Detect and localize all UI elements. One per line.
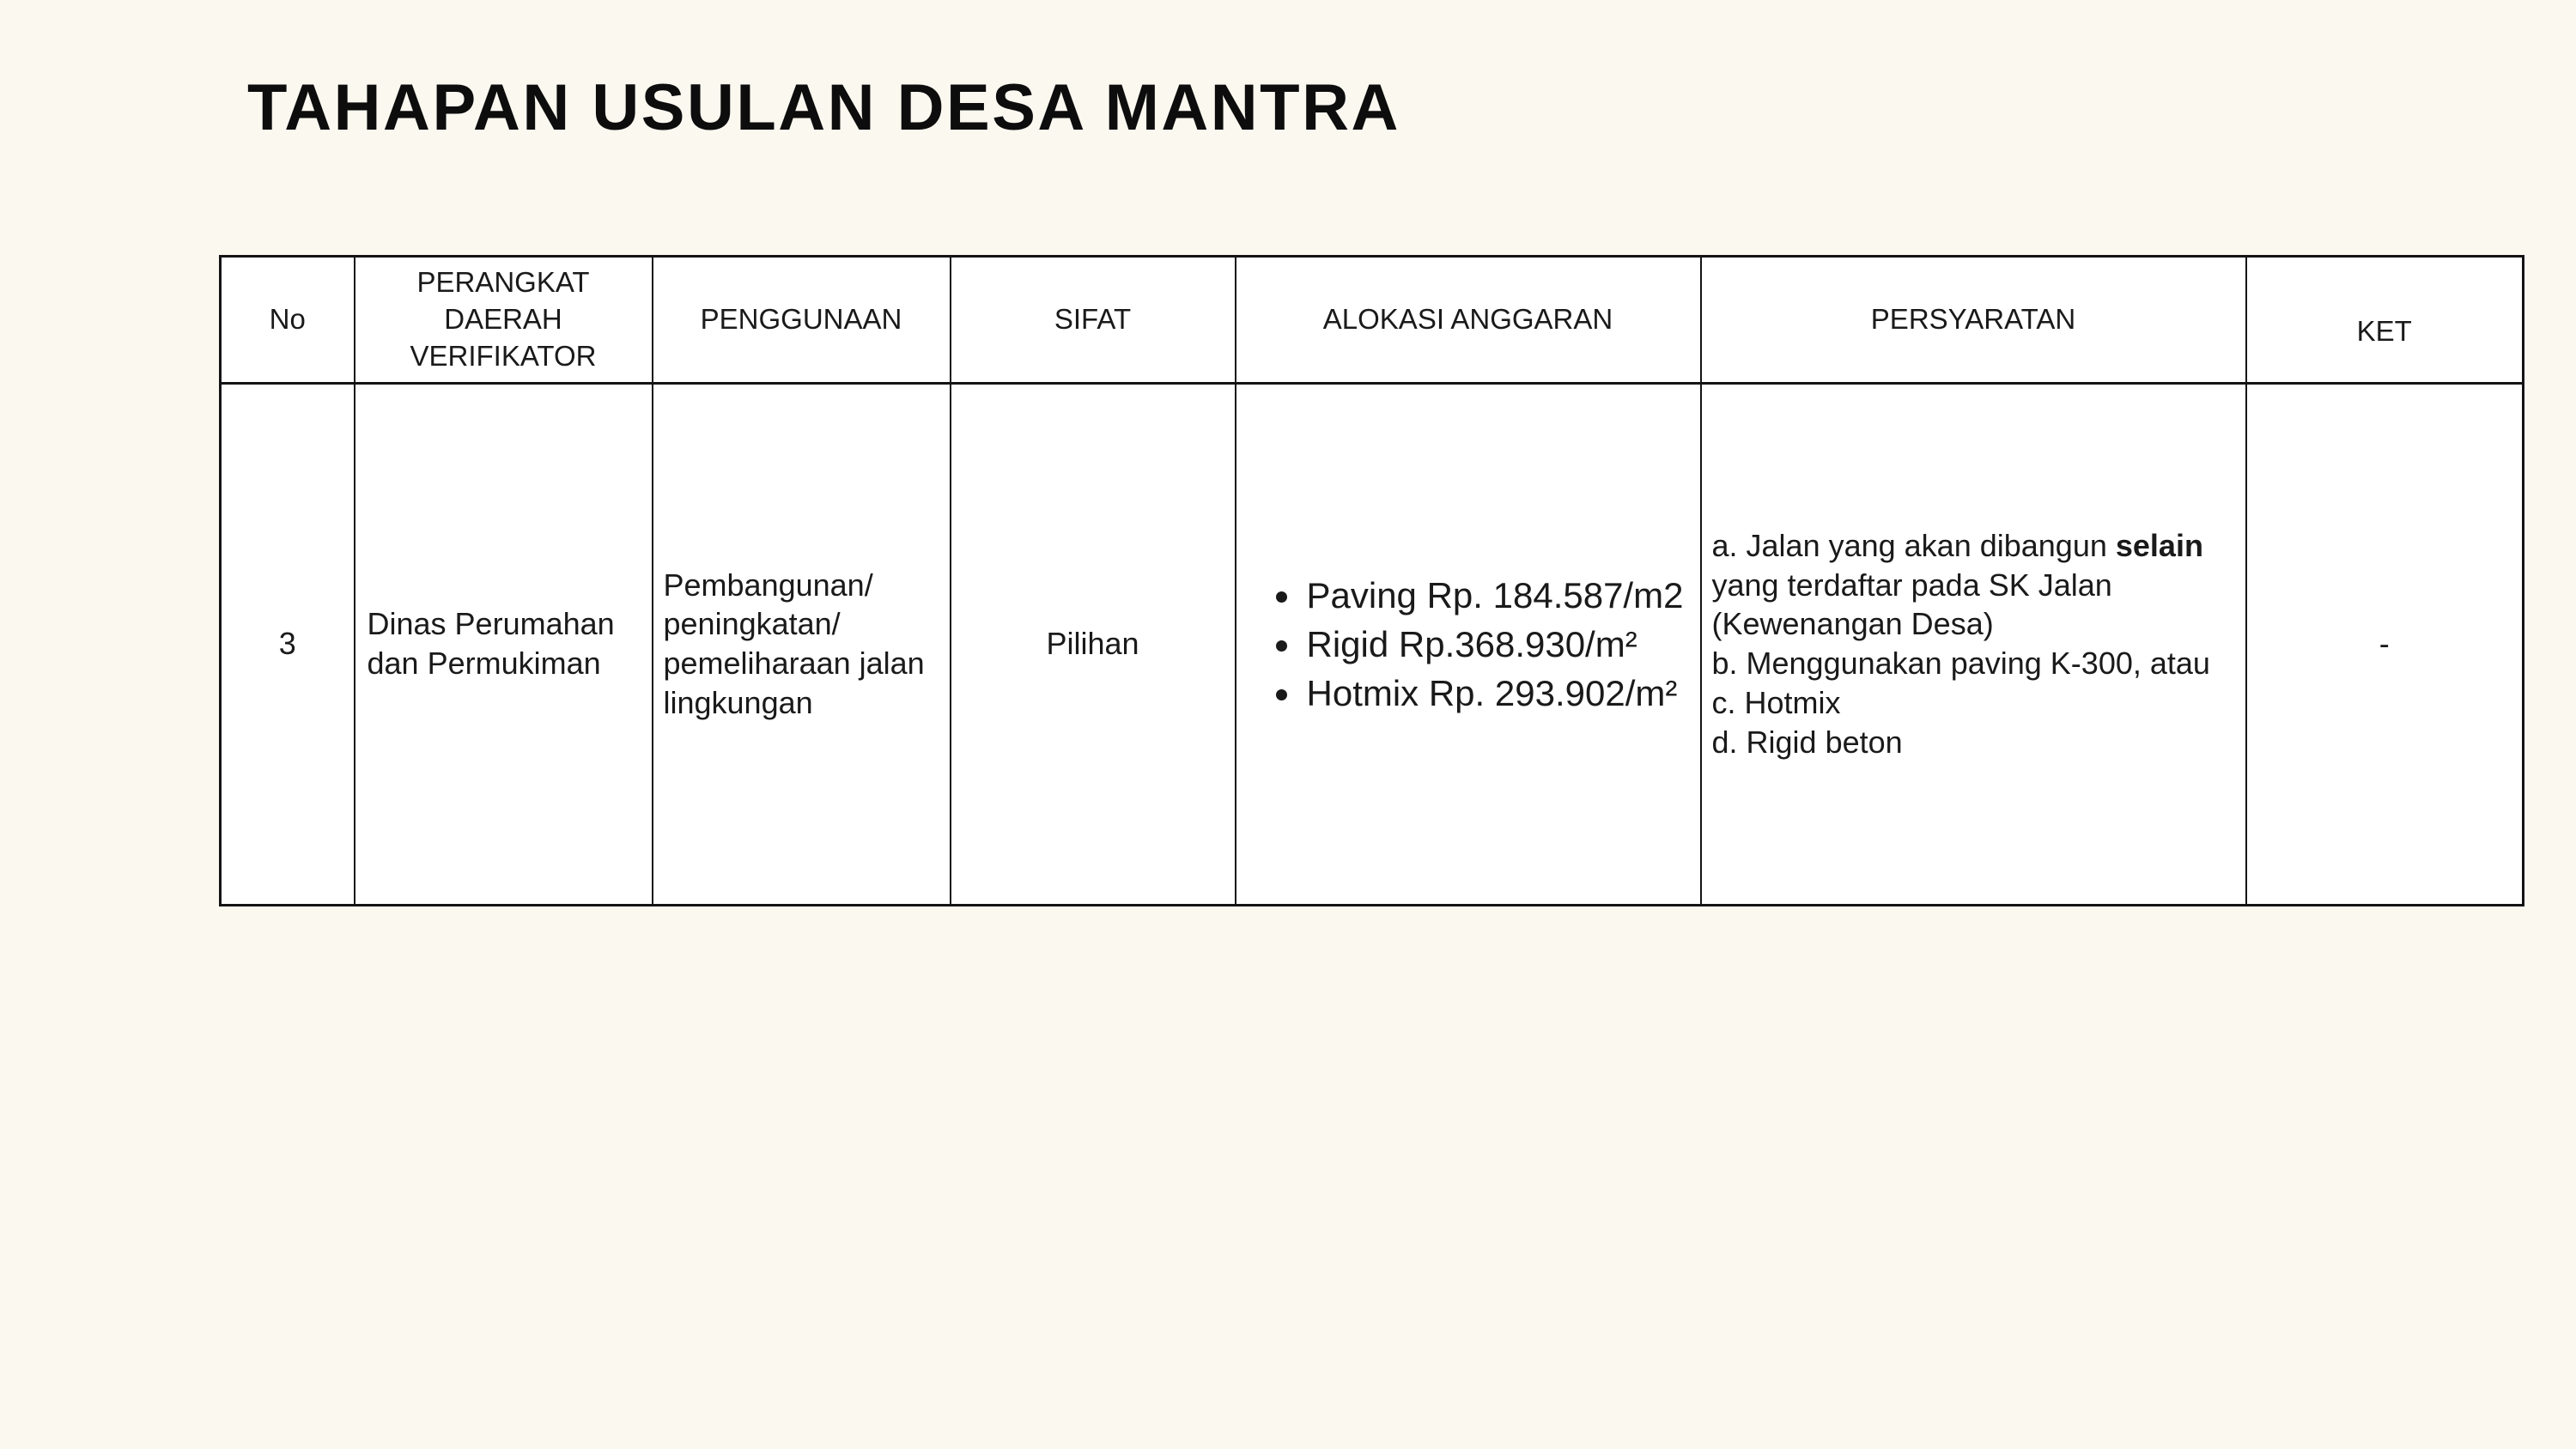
- cell-persyaratan: [1701, 383, 2246, 905]
- list-item: • Hotmix Rp. 293.902/m²: [1303, 669, 1692, 718]
- table-row: [221, 383, 2524, 905]
- column-header-persyaratan: PERSYARATAN: [1701, 257, 2246, 384]
- cell-no: 3: [221, 383, 355, 905]
- cell-perangkat-daerah-verifikator: Dinas Perumahan dan Permukiman: [355, 383, 653, 905]
- cell-ket: -: [2246, 383, 2524, 905]
- column-header-no: No: [221, 257, 355, 384]
- column-header-perangkat-daerah-verifikator: PERANGKAT DAERAH VERIFIKATOR: [355, 257, 653, 384]
- persyaratan-item-b: b. Menggunakan paving K-300, atau: [1711, 646, 2210, 682]
- persyaratan-item-a-bold: selain: [2115, 528, 2203, 564]
- page-title: TAHAPAN USULAN DESA MANTRA: [247, 71, 1400, 144]
- list-item: • Rigid Rp.368.930/m²: [1303, 620, 1692, 669]
- table-header-row: [221, 257, 2524, 384]
- persyaratan-item-d: d. Rigid beton: [1711, 724, 1903, 760]
- persyaratan-item-a-suffix: yang terdaftar pada SK Jalan (Kewenangan Desa): [1711, 567, 2112, 642]
- cell-penggunaan: Pembangunan/ peningkatan/ pemeliharaan jalan lingkungan: [653, 383, 951, 905]
- column-header-penggunaan: PENGGUNAAN: [653, 257, 951, 384]
- cell-sifat: Pilihan: [951, 383, 1236, 905]
- persyaratan-item-c: c. Hotmix: [1711, 684, 1841, 720]
- alokasi-bullet-list: [1236, 571, 1692, 718]
- list-item: • Paving Rp. 184.587/m2: [1303, 571, 1692, 620]
- column-header-sifat: SIFAT: [951, 257, 1236, 384]
- persyaratan-item-a-prefix: a. Jalan yang akan dibangun: [1711, 528, 2116, 564]
- column-header-ket: KET: [2246, 257, 2524, 384]
- usulan-table: [219, 255, 2524, 906]
- cell-alokasi-anggaran: [1236, 383, 1701, 905]
- column-header-alokasi-anggaran: ALOKASI ANGGARAN: [1236, 257, 1701, 384]
- persyaratan-item-a: [1712, 526, 2233, 644]
